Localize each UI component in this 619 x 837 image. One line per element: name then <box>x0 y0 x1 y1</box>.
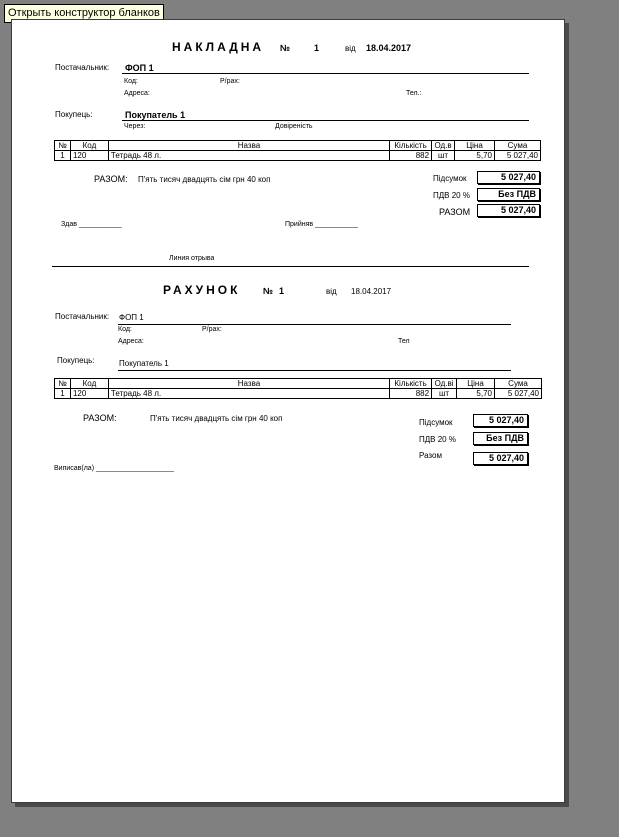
invoice-via-label: Через: <box>124 123 146 130</box>
bill-subtotal-label: Підсумок <box>419 418 453 427</box>
table-cell: Тетрадь 48 л. <box>108 151 389 161</box>
bill-items-table <box>54 378 542 399</box>
bill-vat-value: Без ПДВ <box>473 432 528 445</box>
bill-buyer-line <box>118 370 511 371</box>
invoice-buyer-line <box>122 120 529 121</box>
cut-line <box>52 266 529 267</box>
invoice-date-prefix: від <box>345 44 356 53</box>
invoice-address-label: Адреса: <box>124 90 150 97</box>
bill-total-words: П'ять тисяч двадцять сім грн 40 коп <box>150 414 283 423</box>
bill-vat-label: ПДВ 20 % <box>419 435 456 444</box>
table-cell: шт <box>432 389 457 399</box>
invoice-vat-label: ПДВ 20 % <box>433 191 470 200</box>
bill-code-label: Код: <box>118 326 132 333</box>
table-cell: 1 <box>55 151 71 161</box>
table-row <box>55 389 542 399</box>
bill-address-label: Адреса: <box>118 338 144 345</box>
bill-number-sign: № <box>263 286 274 296</box>
bill-grand-value: 5 027,40 <box>473 452 528 465</box>
table-header-row <box>55 141 541 151</box>
bill-account-label: Р/рах: <box>202 326 222 333</box>
bill-date: 18.04.2017 <box>351 287 392 296</box>
invoice-buyer-value: Покупатель 1 <box>125 110 186 120</box>
table-cell: 5,70 <box>455 151 495 161</box>
table-cell: 882 <box>390 389 432 399</box>
invoice-supplier-line <box>122 73 529 74</box>
document-sheet <box>11 19 565 803</box>
invoice-proxy-label: Довіреність <box>275 123 313 130</box>
invoice-account-label: Р/рах: <box>220 78 240 85</box>
invoice-grand-label: РАЗОМ <box>439 207 471 217</box>
table-cell: шт <box>432 151 455 161</box>
bill-supplier-value: ФОП 1 <box>119 313 144 322</box>
column-header: Назва <box>108 141 389 151</box>
column-header: № <box>55 141 71 151</box>
bill-supplier-line <box>118 324 511 325</box>
column-header: Од.в <box>432 141 455 151</box>
bill-supplier-label: Постачальник: <box>55 312 110 321</box>
table-cell: 882 <box>390 151 432 161</box>
table-row <box>55 151 541 161</box>
bill-total-label: РАЗОМ: <box>83 413 117 423</box>
table-cell: 120 <box>70 151 108 161</box>
table-cell: 120 <box>70 389 108 399</box>
bill-title: РАХУНОК <box>163 283 241 297</box>
bill-phone-label: Тел <box>398 338 410 345</box>
column-header: Ціна <box>457 379 495 389</box>
column-header: Код <box>70 141 108 151</box>
bill-issued-signature: Виписав(ла) ____________________ <box>54 465 174 472</box>
invoice-supplier-value: ФОП 1 <box>125 63 154 73</box>
open-form-designer-button[interactable]: Открыть конструктор бланков <box>4 4 164 23</box>
table-cell: 1 <box>55 389 71 399</box>
bill-subtotal-value: 5 027,40 <box>473 414 528 427</box>
invoice-vat-value: Без ПДВ <box>477 188 540 201</box>
bill-date-prefix: від <box>326 287 337 296</box>
column-header: Кількість <box>390 141 432 151</box>
column-header: Ціна <box>455 141 495 151</box>
invoice-phone-label: Тел.: <box>406 90 422 97</box>
bill-buyer-label: Покупець: <box>57 356 95 365</box>
column-header: Од.ві <box>432 379 457 389</box>
invoice-grand-value: 5 027,40 <box>477 204 540 217</box>
bill-number: 1 <box>279 286 285 296</box>
table-cell: 5 027,40 <box>494 389 541 399</box>
table-cell: 5 027,40 <box>494 151 540 161</box>
invoice-date: 18.04.2017 <box>366 43 412 53</box>
bill-buyer-value: Покупатель 1 <box>119 359 169 368</box>
invoice-code-label: Код: <box>124 78 138 85</box>
table-header-row <box>55 379 542 389</box>
invoice-buyer-label: Покупець: <box>55 110 93 119</box>
column-header: № <box>55 379 71 389</box>
invoice-number-sign: № <box>280 43 291 53</box>
invoice-received-signature: Прийняв ___________ <box>285 221 358 228</box>
column-header: Кількість <box>390 379 432 389</box>
cut-line-label: Линия отрыва <box>169 255 215 262</box>
invoice-supplier-label: Постачальник: <box>55 63 110 72</box>
invoice-number: 1 <box>314 43 320 53</box>
table-cell: Тетрадь 48 л. <box>108 389 389 399</box>
invoice-handed-signature: Здав ___________ <box>61 221 122 228</box>
column-header: Сума <box>494 379 541 389</box>
invoice-total-label: РАЗОМ: <box>94 174 128 184</box>
invoice-subtotal-label: Підсумок <box>433 174 467 183</box>
invoice-title: НАКЛАДНА <box>172 40 265 54</box>
invoice-items-table <box>54 140 541 161</box>
invoice-total-words: П'ять тисяч двадцять сім грн 40 коп <box>138 175 271 184</box>
invoice-subtotal-value: 5 027,40 <box>477 171 540 184</box>
table-cell: 5,70 <box>457 389 495 399</box>
column-header: Код <box>70 379 108 389</box>
bill-grand-label: Разом <box>419 451 442 460</box>
column-header: Сума <box>494 141 540 151</box>
column-header: Назва <box>108 379 389 389</box>
